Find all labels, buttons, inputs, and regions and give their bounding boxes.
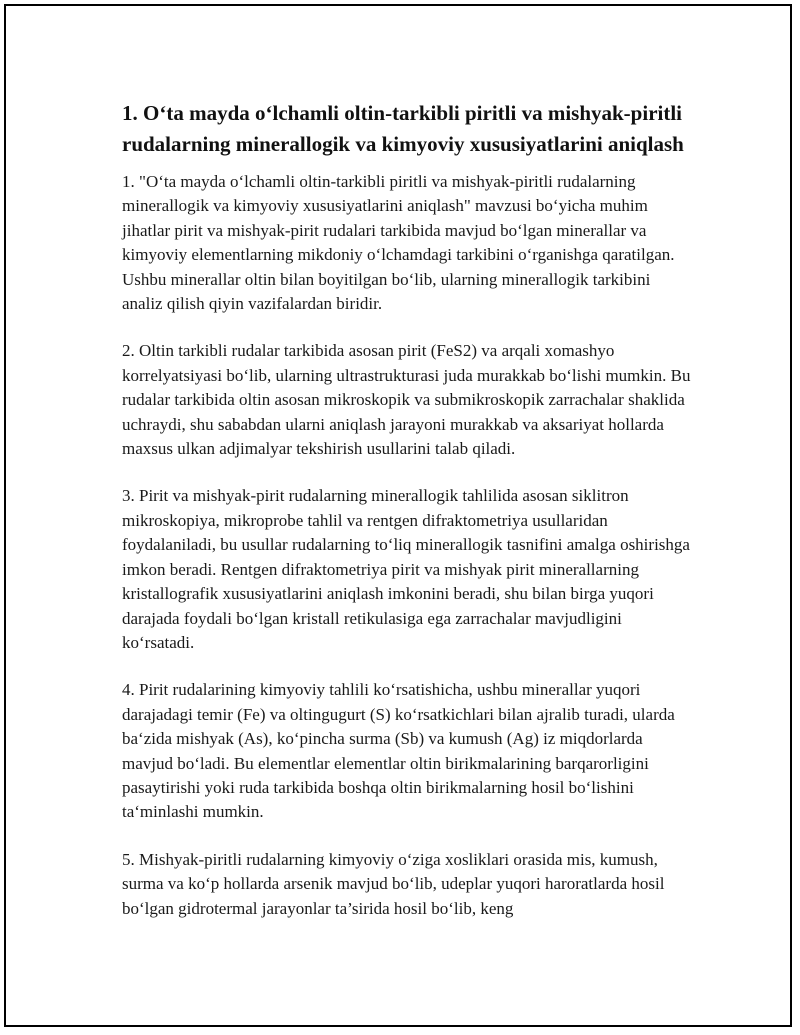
document-title: 1. O‘ta mayda o‘lchamli oltin-tarkibli piritli va mishyak-piritli rudalarning minerallogik va kimyoviy xususiyatlarini aniqlash [122,101,684,156]
document-body [122,98,694,944]
paragraph-4: 4. Pirit rudalarining kimyoviy tahlili ko‘rsatishicha, ushbu minerallar yuqori darajadagi temir (Fe) va oltingugurt (S) ko‘rsatkichlari bilan ajralib turadi, ularda ba‘zida mishyak (As), ko‘pincha surma (Sb) va kumush (Ag) iz miqdorlarda mavjud bo‘ladi. Bu elementlar elementlar oltin birikmalarining barqarorligini pasaytirishi yoki ruda tarkibida boshqa oltin birikmalarning hosil bo‘lishini ta‘minlashi mumkin. [122,680,675,822]
paragraph-3: 3. Pirit va mishyak-pirit rudalarning minerallogik tahlilida asosan siklitron mikroskopiya, mikroprobe tahlil va rentgen difraktometriya usullaridan foydalaniladi, bu usullar rudalarning to‘liq minerallogik tasnifini amalga oshirishga imkon beradi. Rentgen difraktometriya pirit va mishyak pirit minerallarning kristallografik xususiyatlarini aniqlash imkonini beradi, shu bilan birga yuqori darajada foydali bo‘lgan kristall retikulasiga ega zarrachalar mavjudligini ko‘rsatadi. [122,486,690,652]
paragraph-5: 5. Mishyak-piritli rudalarning kimyoviy o‘ziga xosliklari orasida mis, kumush, surma va ko‘p hollarda arsenik mavjud bo‘lib, udeplar yuqori haroratlarda hosil bo‘lgan gidrotermal jarayonlar ta’sirida hosil bo‘lib, keng [122,849,665,918]
paragraph-2: 2. Oltin tarkibli rudalar tarkibida asosan pirit (FeS2) va arqali xomashyo korrelyatsiyasi bo‘lib, ularning ultrastrukturasi juda murakkab bo‘lishi mumkin. Bu rudalar tarkibida oltin asosan mikroskopik va submikroskopik zarrachalar shaklida uchraydi, shu sababdan ularni aniqlash jarayoni murakkab va aksariyat hollarda maxsus ulkan adjimalyar tekshirish usullarini talab qiladi. [122,341,691,459]
page-frame [4,4,792,1027]
paragraph-1: 1. "O‘ta mayda o‘lchamli oltin-tarkibli piritli va mishyak-piritli rudalarning minerallogik va kimyoviy xususiyatlarini aniqlash" mavzusi bo‘yicha muhim jihatlar pirit va mishyak-pirit rudalari tarkibida mavjud bo‘lgan minerallar va kimyoviy elementlarning mikdoniy o‘lchamdagi tarkibini o‘rganishga qaratilgan. Ushbu minerallar oltin bilan boyitilgan bo‘lib, ularning minerallogik tarkibini analiz qilish qiyin vazifalardan biridir. [122,172,675,314]
